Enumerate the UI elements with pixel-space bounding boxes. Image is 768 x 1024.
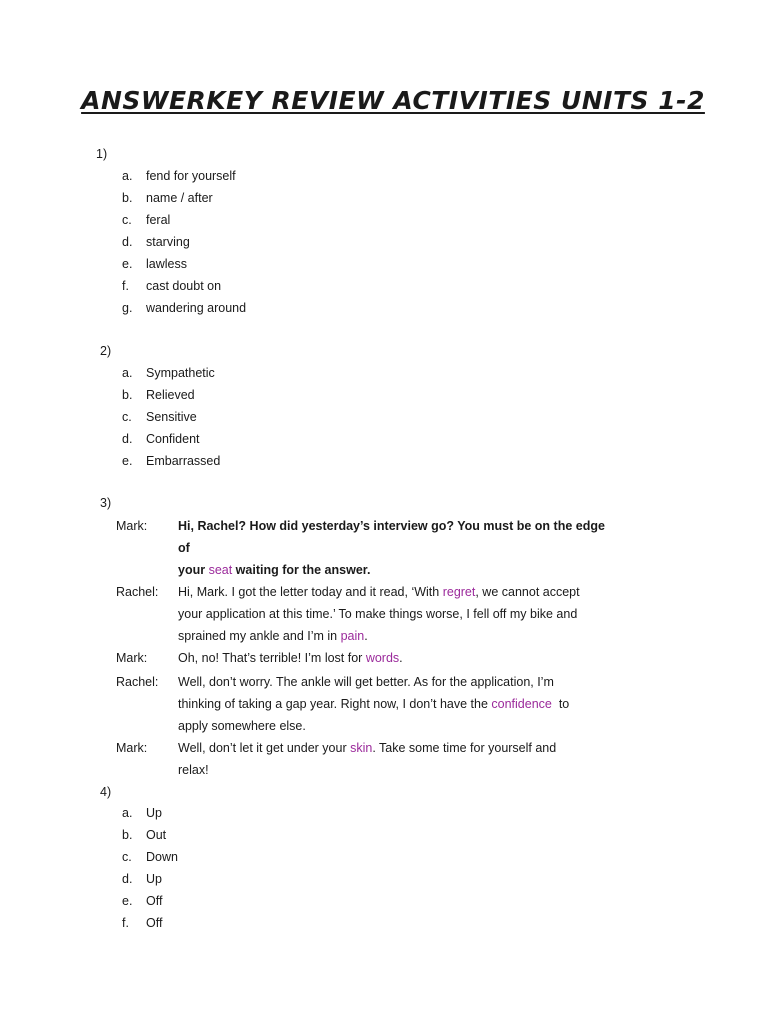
speech-fragment: .	[399, 651, 403, 665]
page-title: ANSWERKEY REVIEW ACTIVITIES UNITS 1-2	[81, 86, 705, 115]
item-letter: a.	[122, 366, 133, 380]
speech-line: your application at this time.’ To make things worse, I fell off my bike and	[178, 607, 578, 621]
item-letter: c.	[122, 213, 132, 227]
answer-list-2	[122, 362, 220, 472]
item-text: feral	[146, 213, 171, 227]
item-letter: d.	[122, 235, 133, 249]
item-text: name / after	[146, 191, 213, 205]
speech-fragment: , we cannot accept	[475, 585, 580, 599]
answer-highlight: seat	[208, 563, 233, 577]
speech-line	[178, 737, 608, 759]
speech-line: Well, don’t worry. The ankle will get better. As for the application, I’m	[178, 675, 554, 689]
item-text: Confident	[146, 432, 200, 446]
speaker-name: Mark:	[116, 741, 148, 755]
item-text: Embarrassed	[146, 454, 221, 468]
item-letter: b.	[122, 828, 133, 842]
item-text: cast doubt on	[146, 279, 222, 293]
speech-fragment: your	[178, 563, 209, 577]
speech-line	[178, 559, 608, 581]
item-letter: d.	[122, 872, 133, 886]
speech-text	[178, 671, 608, 737]
speech-line	[178, 515, 608, 559]
dialogue-turn	[116, 737, 616, 781]
dialogue-turn	[116, 515, 616, 581]
speaker-name: Rachel:	[116, 675, 159, 689]
dialogue-turn	[116, 671, 616, 737]
list-item	[122, 187, 246, 209]
question-number-3: 3)	[100, 496, 112, 510]
item-text: fend for yourself	[146, 169, 236, 183]
speech-fragment: sprained my ankle and I’m in	[178, 629, 341, 643]
item-letter: b.	[122, 191, 133, 205]
item-text: wandering around	[146, 301, 247, 315]
list-item	[122, 362, 220, 384]
speech-fragment: .	[364, 629, 368, 643]
item-letter: a.	[122, 806, 133, 820]
list-item	[122, 912, 178, 934]
question-number-2: 2)	[100, 344, 112, 358]
item-letter: f.	[122, 279, 129, 293]
dialogue-turn	[116, 581, 616, 647]
speech-text	[178, 581, 608, 647]
list-item	[122, 802, 178, 824]
item-letter: c.	[122, 850, 132, 864]
speech-line	[178, 581, 608, 603]
answer-highlight: confidence	[491, 697, 552, 711]
answer-highlight: skin	[350, 741, 373, 755]
answer-highlight: regret	[442, 585, 476, 599]
item-letter: d.	[122, 432, 133, 446]
item-text: Off	[146, 894, 163, 908]
speech-line	[178, 693, 608, 715]
item-text: lawless	[146, 257, 187, 271]
item-text: Relieved	[146, 388, 195, 402]
answer-highlight: words	[365, 651, 400, 665]
list-item	[122, 253, 246, 275]
speech-line: relax!	[178, 763, 209, 777]
item-text: Up	[146, 806, 162, 820]
item-letter: c.	[122, 410, 132, 424]
item-text: Sympathetic	[146, 366, 215, 380]
item-text: Out	[146, 828, 167, 842]
speech-fragment: waiting for the answer.	[232, 563, 371, 577]
item-letter: b.	[122, 388, 133, 402]
list-item	[122, 384, 220, 406]
item-text: Down	[146, 850, 178, 864]
speaker-name: Mark:	[116, 651, 148, 665]
dialogue	[116, 515, 616, 781]
speech-line	[178, 647, 608, 669]
speaker-name: Rachel:	[116, 585, 159, 599]
answer-list-4	[122, 802, 178, 934]
speech-fragment: to	[551, 697, 570, 711]
list-item	[122, 846, 178, 868]
item-letter: g.	[122, 301, 133, 315]
question-number-1: 1)	[96, 147, 108, 161]
speech-fragment: thinking of taking a gap year. Right now, I don’t have the	[178, 697, 492, 711]
list-item	[122, 824, 178, 846]
question-number-4: 4)	[100, 785, 112, 799]
item-letter: e.	[122, 894, 133, 908]
list-item	[122, 209, 246, 231]
list-item	[122, 231, 246, 253]
list-item	[122, 450, 220, 472]
speech-text	[178, 737, 608, 781]
list-item	[122, 297, 246, 319]
item-letter: e.	[122, 257, 133, 271]
speech-fragment: Oh, no! That’s terrible! I’m lost for	[178, 651, 366, 665]
answer-highlight: pain	[340, 629, 365, 643]
list-item	[122, 868, 178, 890]
answer-list-1	[122, 165, 246, 319]
list-item	[122, 165, 246, 187]
item-letter: f.	[122, 916, 129, 930]
speech-line	[178, 625, 608, 647]
speech-fragment: Hi, Mark. I got the letter today and it read, ‘With	[178, 585, 443, 599]
item-text: starving	[146, 235, 190, 249]
speech-fragment: Hi, Rachel? How did yesterday’s interview go? You must be on the edge of	[178, 519, 605, 555]
dialogue-turn	[116, 647, 616, 669]
list-item	[122, 406, 220, 428]
list-item	[122, 275, 246, 297]
item-text: Off	[146, 916, 163, 930]
speech-line: apply somewhere else.	[178, 719, 306, 733]
speech-fragment: . Take some time for yourself and	[372, 741, 557, 755]
speech-text	[178, 647, 608, 669]
list-item	[122, 428, 220, 450]
speech-fragment: Well, don’t let it get under your	[178, 741, 351, 755]
speech-text	[178, 515, 608, 581]
speaker-name: Mark:	[116, 519, 148, 533]
list-item	[122, 890, 178, 912]
item-letter: a.	[122, 169, 133, 183]
item-text: Sensitive	[146, 410, 197, 424]
item-text: Up	[146, 872, 162, 886]
item-letter: e.	[122, 454, 133, 468]
